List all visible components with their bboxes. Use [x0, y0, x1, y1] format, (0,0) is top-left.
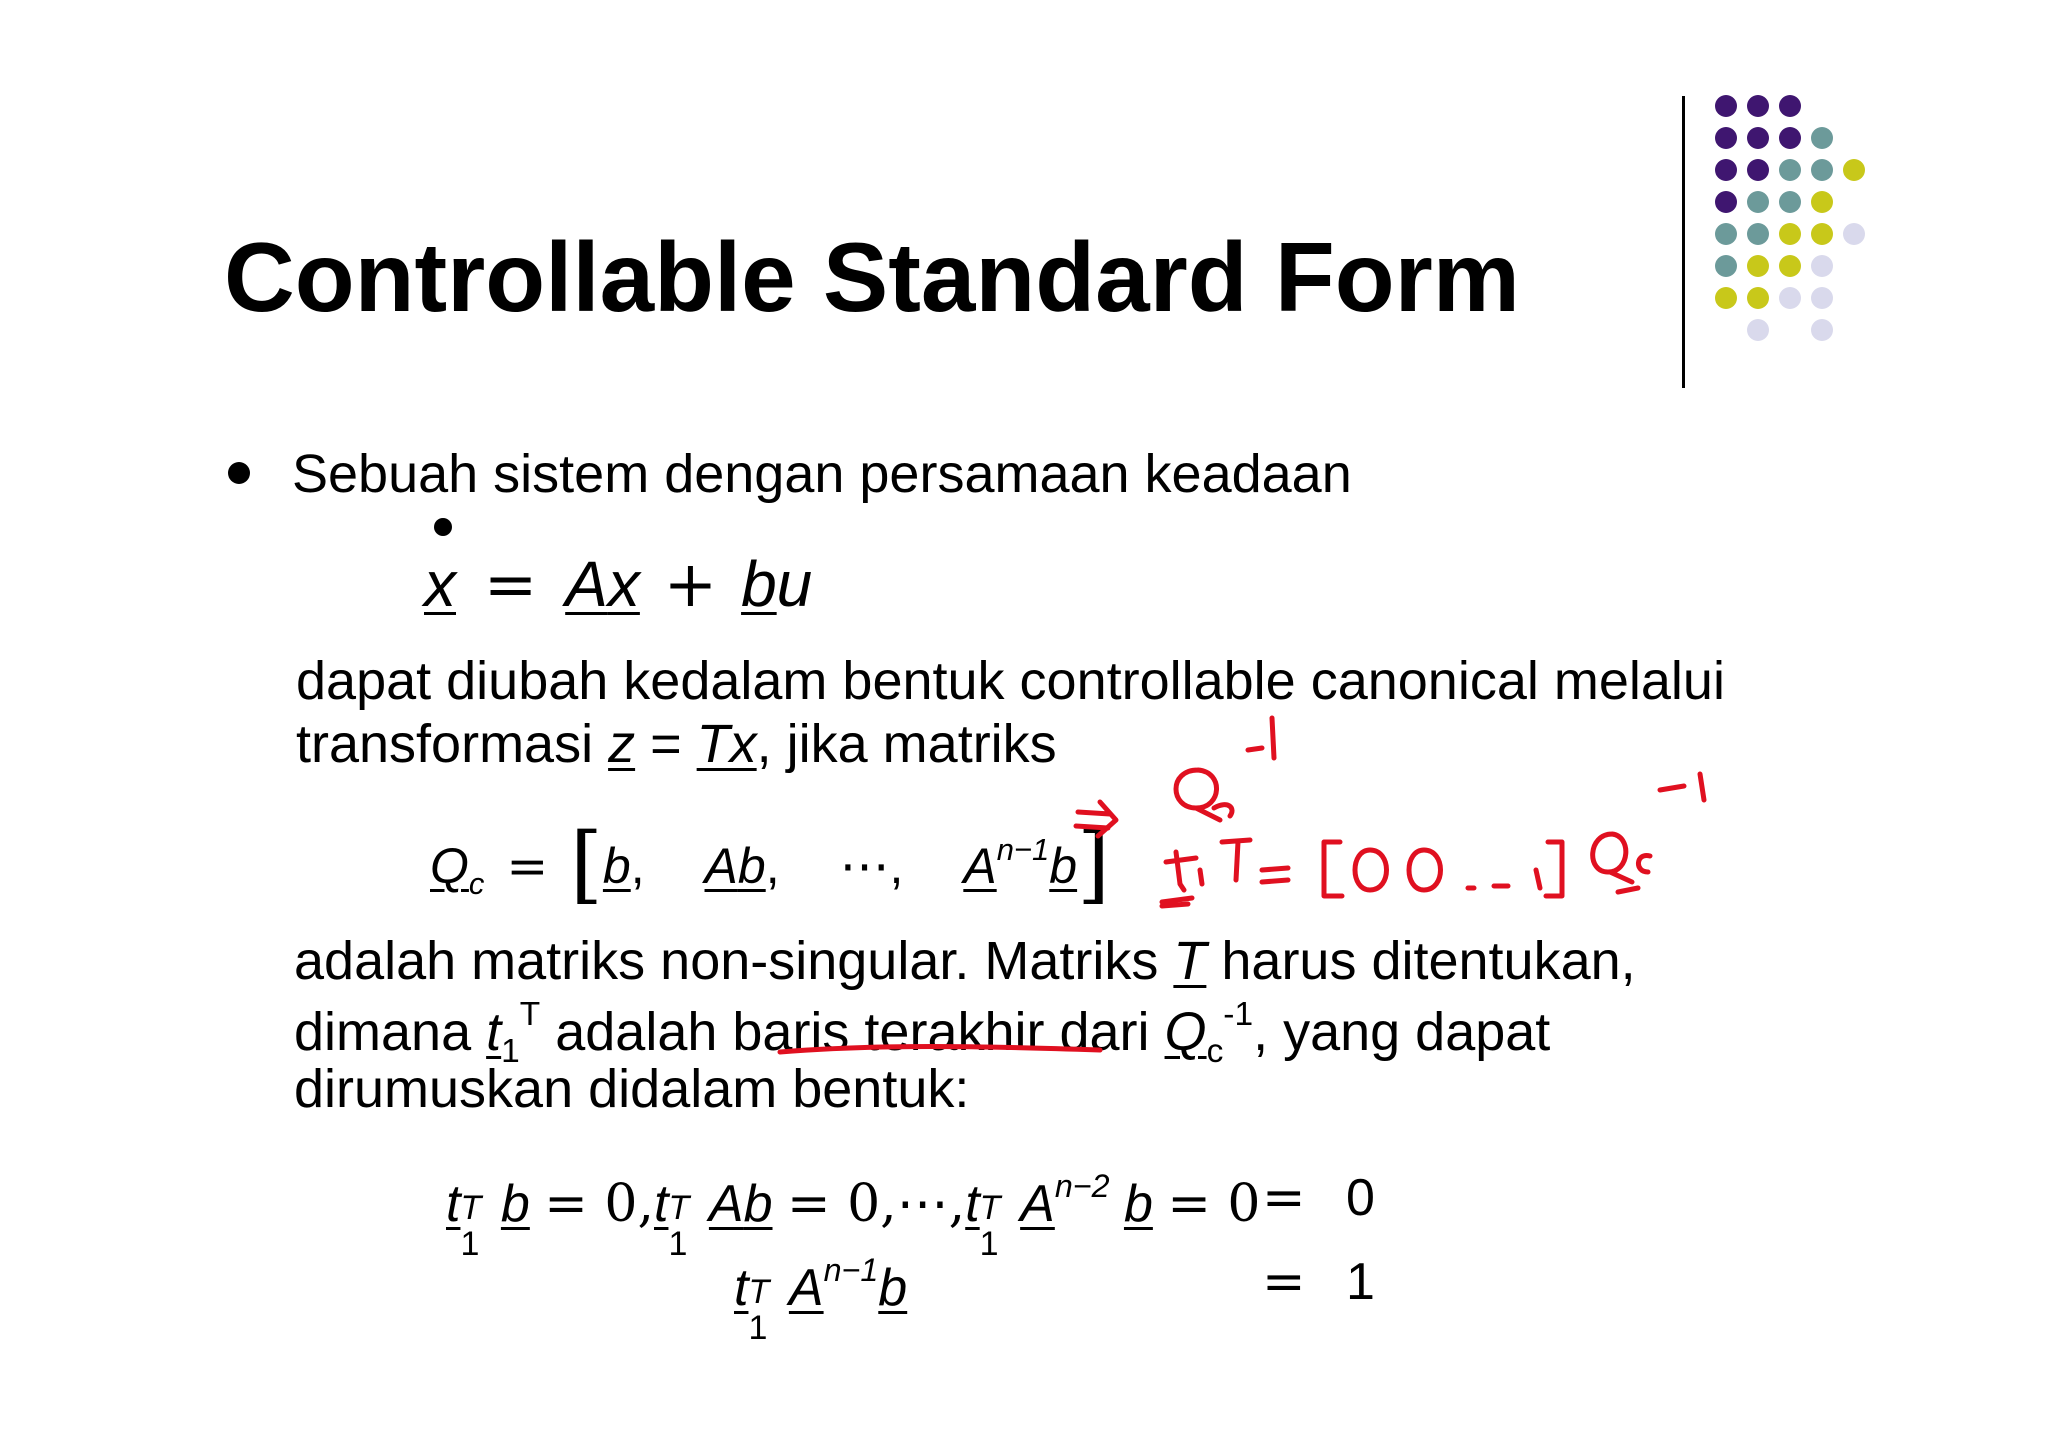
c2-t: t	[734, 1259, 749, 1318]
c1-eq0: = 0,	[544, 1174, 654, 1235]
var-T: T	[1173, 931, 1207, 991]
decorative-dot	[1779, 191, 1801, 213]
qc-b2: b	[1049, 838, 1078, 894]
c2-rhs-eq: =	[1262, 1252, 1306, 1312]
c1-rhs-eq: =	[1262, 1168, 1306, 1228]
qc-equation	[430, 815, 1110, 913]
decorative-dot	[1779, 95, 1801, 117]
decorative-dot	[1747, 287, 1769, 309]
decorative-dot	[1811, 191, 1833, 213]
input-b: b	[741, 548, 777, 620]
para2-line1-suffix: harus ditentukan,	[1206, 931, 1636, 991]
decorative-dot	[1779, 287, 1801, 309]
title-divider	[1682, 96, 1685, 388]
decorative-dot	[1779, 255, 1801, 277]
decorative-dot	[1747, 223, 1769, 245]
qc-b: b	[602, 838, 631, 894]
c2-A: A	[788, 1259, 824, 1318]
qc-exponent: n−1	[996, 831, 1050, 867]
para1-line2-suffix: , jika matriks	[756, 714, 1057, 774]
qc-dots: ⋯,	[839, 838, 904, 894]
qc-sub-c: c	[468, 865, 485, 901]
state-x-dot: x	[424, 548, 456, 620]
c2-exponent: n−1	[823, 1252, 879, 1288]
decorative-dot	[1747, 191, 1769, 213]
c1-t1-sub: 1	[460, 1225, 480, 1264]
state-x: x	[607, 548, 640, 620]
var-z: z	[608, 714, 636, 774]
decorative-dot	[1811, 127, 1833, 149]
bullet-icon	[228, 462, 250, 484]
bullet-text: Sebuah sistem dengan persamaan keadaan	[292, 444, 1352, 504]
condition-equation-1	[446, 1168, 1261, 1264]
para1-line1: dapat diubah kedalam bentuk controllable canonical melalui	[296, 651, 1725, 711]
decorative-dot-grid	[1710, 90, 1890, 360]
qc-comma-2: ,	[765, 838, 780, 894]
decorative-dot	[1779, 127, 1801, 149]
decorative-dot	[1811, 319, 1833, 341]
derivative-dot-icon	[434, 518, 452, 536]
c2-b: b	[878, 1259, 908, 1318]
c1-b1: b	[500, 1175, 530, 1234]
decorative-dot	[1811, 255, 1833, 277]
c1-t3: t	[965, 1175, 980, 1234]
qc-eq: =	[506, 837, 549, 895]
qc-Q: Q	[430, 838, 469, 894]
decorative-dot	[1811, 287, 1833, 309]
decorative-dot	[1843, 223, 1865, 245]
decorative-dot	[1715, 223, 1737, 245]
state-equation	[424, 500, 813, 630]
c1-t2-sub: 1	[668, 1225, 688, 1264]
para2-line2-c: , yang dapat	[1253, 1002, 1551, 1063]
var-t: t	[486, 1002, 502, 1063]
c1-rhs: 0	[1346, 1169, 1375, 1227]
c1-b2: b	[743, 1175, 773, 1234]
decorative-dot	[1747, 319, 1769, 341]
decorative-dot	[1779, 223, 1801, 245]
decorative-dot	[1811, 159, 1833, 181]
decorative-dot	[1715, 127, 1737, 149]
var-Q-sub: c	[1206, 1032, 1224, 1070]
var-Q: Q	[1164, 1002, 1207, 1063]
decorative-dot	[1747, 127, 1769, 149]
condition-equation-2	[734, 1252, 908, 1348]
var-Tx: Tx	[696, 714, 757, 774]
c1-t1: t	[446, 1175, 461, 1234]
c1-A1: A	[708, 1175, 744, 1234]
plus-sign: +	[663, 548, 718, 622]
qc-comma-1: ,	[630, 838, 645, 894]
qc-A2: A	[963, 838, 997, 894]
handwritten-t1-row	[1162, 774, 1704, 902]
c1-t3-sup: T	[979, 1189, 1001, 1228]
decorative-dot	[1747, 255, 1769, 277]
c1-eq-end: = 0	[1167, 1174, 1261, 1235]
decorative-dot	[1811, 223, 1833, 245]
decorative-dot	[1779, 159, 1801, 181]
c1-t1-sup: T	[460, 1189, 482, 1228]
decorative-dot	[1715, 255, 1737, 277]
para1-line2	[296, 714, 1057, 774]
eq-sign: =	[483, 548, 538, 622]
bracket-left: [	[570, 815, 603, 913]
decorative-dot	[1747, 159, 1769, 181]
c2-t-sub: 1	[748, 1309, 768, 1348]
para2-line2-b: adalah baris terakhir dari	[540, 1002, 1165, 1063]
c1-exponent: n−2	[1054, 1168, 1110, 1204]
handwritten-t1-underline	[1162, 904, 1188, 906]
c1-t2-sup: T	[668, 1189, 690, 1228]
para1-eq: =	[635, 714, 697, 774]
decorative-dot	[1715, 159, 1737, 181]
input-u: u	[776, 548, 813, 620]
c1-b3: b	[1123, 1175, 1153, 1234]
var-t-sub: 1	[501, 1032, 520, 1070]
handwritten-qc-inverse	[1176, 718, 1274, 820]
decorative-dot	[1715, 287, 1737, 309]
c1-t3-sub: 1	[979, 1225, 999, 1264]
decorative-dot	[1715, 191, 1737, 213]
para2-line2	[294, 998, 1550, 1068]
c1-t2: t	[654, 1175, 669, 1234]
para2-line3: dirumuskan didalam bentuk:	[294, 1059, 970, 1119]
c2-rhs: 1	[1346, 1253, 1375, 1311]
var-Q-sup: -1	[1223, 996, 1254, 1033]
slide-title: Controllable Standard Form	[224, 222, 1520, 332]
decorative-dot	[1747, 95, 1769, 117]
para2-line1-prefix: adalah matriks non-singular. Matriks	[294, 931, 1174, 991]
para2-line1	[294, 931, 1636, 991]
c2-t-sup: T	[748, 1273, 770, 1312]
decorative-dot	[1715, 95, 1737, 117]
para1-line2-prefix: transformasi	[296, 714, 609, 774]
decorative-dot	[1843, 159, 1865, 181]
qc-b1: b	[737, 838, 766, 894]
para2-line2-a: dimana	[294, 1002, 487, 1063]
matrix-A: A	[565, 548, 608, 620]
c1-dots: = 0,⋯,	[786, 1174, 966, 1235]
var-t-sup: T	[519, 996, 541, 1033]
qc-A1: A	[704, 838, 738, 894]
c1-A2: A	[1020, 1175, 1055, 1234]
bracket-right: ]	[1077, 815, 1110, 913]
